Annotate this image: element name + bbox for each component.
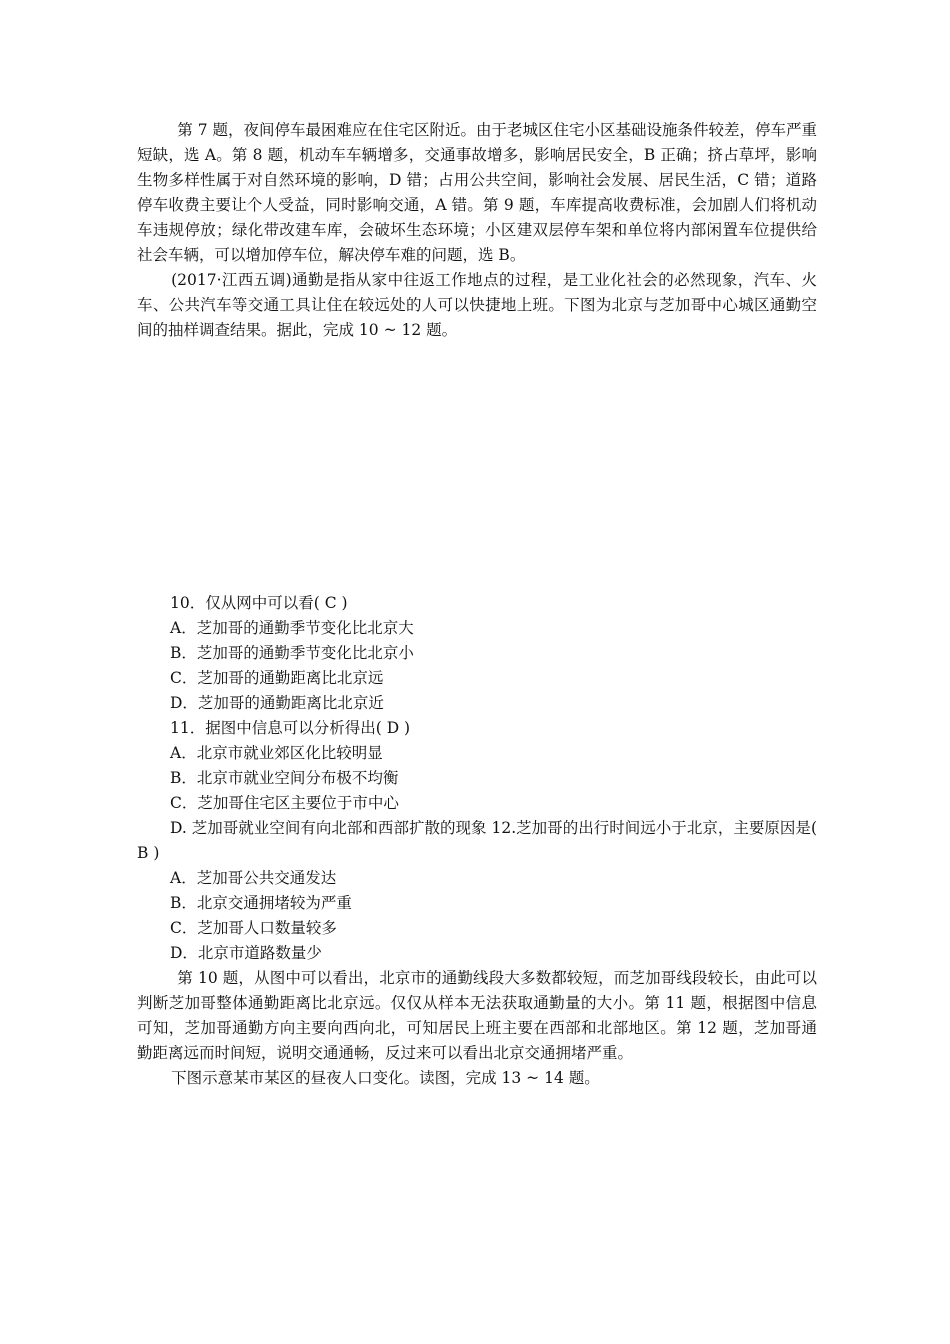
question-10-option-a: A．芝加哥的通勤季节变化比北京大 <box>170 619 414 637</box>
question-10-option-d: D．芝加哥的通勤距离比北京近 <box>170 694 384 712</box>
figure-placeholder <box>137 343 817 591</box>
question-12-option-c: C．芝加哥人口数量较多 <box>170 919 337 937</box>
question-11-option-c: C．芝加哥住宅区主要位于市中心 <box>170 794 399 812</box>
intro-paragraph-10-12: (2017·江西五调)通勤是指从家中往返工作地点的过程，是工业化社会的必然现象，汽车、火车、公共汽车等交通工具让住在较远处的人可以快捷地上班。下图为北京与芝加哥中心城区通勤空间的抽样调查结果。据此，完成 10 ~ 12 题。 <box>137 271 817 339</box>
explanation-paragraph-7-9: 第 7 题，夜间停车最困难应在住宅区附近。由于老城区住宅小区基础设施条件较差，停车严重短缺，选 A。第 8 题，机动车车辆增多，交通事故增多，影响居民安全，B 正确；挤占草坪，影响生物多样性属于对自然环境的影响，D 错；占用公共空间，影响社会发展、居民生活，C 错；道路停车收费主要让个人受益，同时影响交通，A 错。第 9 题，车库提高收费标准，会加剧人们将机动车违规停放；绿化带改建车库，会破坏生态环境；小区建双层停车架和单位将内部闲置车位提供给社会车辆，可以增加停车位，解决停车难的问题，选 B。 <box>137 121 818 264</box>
question-10-option-b: B．芝加哥的通勤季节变化比北京小 <box>170 644 414 662</box>
question-11-option-b: B．北京市就业空间分布极不均衡 <box>170 769 399 787</box>
question-10-option-c: C．芝加哥的通勤距离比北京远 <box>170 669 384 687</box>
question-12-option-b: B．北京交通拥堵较为严重 <box>170 894 352 912</box>
question-12-option-d: D．北京市道路数量少 <box>170 944 322 962</box>
question-11-stem: 11．据图中信息可以分析得出( D ) <box>170 719 411 737</box>
document-page <box>137 118 817 1091</box>
question-11-option-d-and-question-12-stem: D. 芝加哥就业空间有向北部和西部扩散的现象 12.芝加哥的出行时间远小于北京，主要原因是( B ) <box>137 819 817 862</box>
intro-paragraph-13-14: 下图示意某市某区的昼夜人口变化。读图，完成 13 ~ 14 题。 <box>171 1069 600 1087</box>
question-12-option-a: A．芝加哥公共交通发达 <box>170 869 337 887</box>
question-10-stem: 10．仅从网中可以看( C ) <box>170 594 348 612</box>
question-11-option-a: A．北京市就业郊区化比较明显 <box>170 744 383 762</box>
explanation-paragraph-10-12: 第 10 题，从图中可以看出，北京市的通勤线段大多数都较短，而芝加哥线段较长，由此可以判断芝加哥整体通勤距离比北京远。仅仅从样本无法获取通勤量的大小。第 11 题，根据图中信息可知，芝加哥通勤方向主要向西向北，可知居民上班主要在西部和北部地区。第 12 题，芝加哥通勤距离远而时间短，说明交通通畅，反过来可以看出北京交通拥堵严重。 <box>137 969 817 1062</box>
